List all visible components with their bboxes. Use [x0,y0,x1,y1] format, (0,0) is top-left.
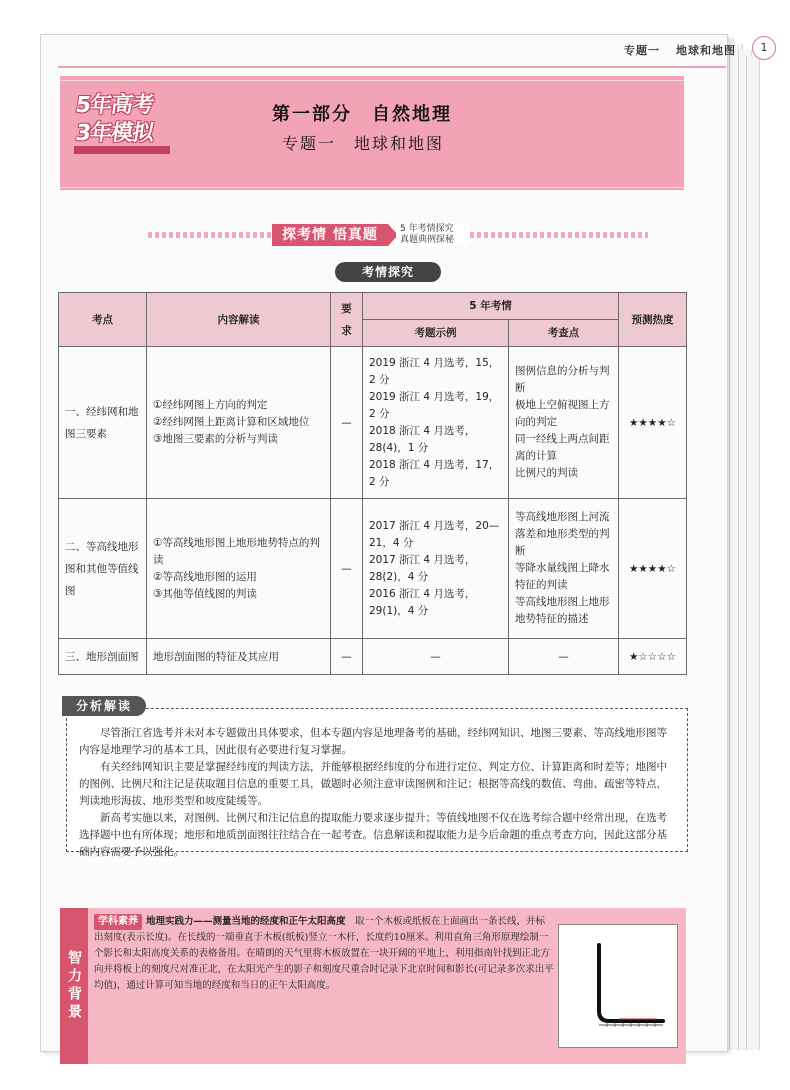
subsection-tag: 考情探究 [335,262,441,282]
shadow-board-illustration [559,925,677,1047]
neirong-item: ②等高线地形图的运用 [153,570,257,583]
row-heat: ★☆☆☆☆ [619,639,687,675]
row-kaodian: 三、地形剖面图 [59,639,147,675]
header-check: 考查点 [509,320,619,347]
row-checks [509,347,619,499]
logo-line2: 3年模拟 [73,121,155,146]
row-examples: — [363,639,509,675]
example-item: 2019 浙江 4 月选考，19，2 分 [369,390,500,420]
running-head-section: 专题一 [624,44,660,57]
background-side-label: 智力背景 [60,908,88,1064]
section-tag: 探考情 悟真题 [272,224,388,246]
example-item: 2018 浙江 4 月选考，17，2 分 [369,458,500,488]
check-item: 极地上空俯视图上方向的判定 [515,399,610,428]
row-yaoqiu: — [331,499,363,639]
neirong-item: ③地图三要素的分析与判读 [153,433,278,445]
table-row [59,639,687,675]
background-title: 地理实践力——测量当地的经度和正午太阳高度 [146,916,346,927]
row-neirong: 地形剖面图的特征及其应用 [147,639,331,675]
background-body: 取一个木板或纸板在上面画出一条长线，并标出刻度(表示长度)。在长线的一端垂直于木板(纸板)竖立一木杆，长度约10厘米。利用直角三角形原理绘制一个影长和太阳高度关系的表格备用。在晴朗的天气里将木板放置在一块开阔的平地上，利用指南针找到正北方向并将板上的刻度尺对准正北，在太阳光产生的影子和刻度尺重合时记录下北京时间和影长(可记录多次求出平均值)，通过计算可知当地的经度和当日的正午太阳高度。 [94,916,554,991]
analysis-box [66,708,688,858]
section-subtitle-line1: 5 年考情探究 [400,224,454,234]
row-yaoqiu: — [331,347,363,499]
background-content [94,914,554,1058]
example-item: 2017 浙江 4 月选考，20—21，4 分 [369,519,500,549]
example-item: 2018 浙江 4 月选考，28(4)，1 分 [369,424,476,454]
header-neirong: 内容解读 [147,293,331,347]
logo-stripe [74,146,170,154]
page-number: 1 [752,36,776,60]
check-item: 等降水量线图上降水特征的判读 [515,562,610,591]
topic-title: 专题一 地球和地图 [282,134,445,153]
row-kaodian: 一、经纬网和地图三要素 [59,347,147,499]
table-row [59,499,687,639]
background-tag: 学科素养 [94,914,142,930]
neirong-item: ③其他等值线图的判读 [153,587,257,600]
header-yaoqiu: 要求 [331,293,363,347]
header-five-years: 5 年考情 [363,293,619,320]
section-subtitle-line2: 真题典例探秘 [400,235,455,245]
row-yaoqiu: — [331,639,363,675]
neirong-item: ①经纬网图上方向的判定 [153,399,268,411]
analysis-paragraph: 尽管浙江省选考并未对本专题做出具体要求，但本专题内容是地理备考的基础，经纬网知识、地图三要素、等高线地形图等内容是地理学习的基本工具，因此很有必要进行复习掌握。 [79,727,667,756]
brand-logo [70,84,174,150]
logo-line1: 5年高考 [73,93,155,118]
check-item: 比例尺的判读 [515,467,578,479]
exam-analysis-table [58,292,687,675]
row-examples [363,499,509,639]
check-item: 图例信息的分析与判断 [515,365,610,394]
check-item: 同一经线上两点间距离的计算 [515,433,610,462]
row-neirong [147,499,331,639]
background-text [94,914,554,994]
row-kaodian: 二、等高线地形图和其他等值线图 [59,499,147,639]
part-title: 第一部分 自然地理 [272,104,452,125]
running-head [624,42,736,58]
analysis-paragraph: 有关经纬网知识主要是掌握经纬度的判读方法，并能够根据经纬度的分布进行定位、判定方位、计算距离和时差等；地图中的图例、比例尺和注记是获取题目信息的重要工具，做题时必须注意审读图例和注记；根据等高线的数值、弯曲、疏密等特点，判读地形海拔、地形类型和坡度陡缓等。 [79,761,667,807]
example-item: 2017 浙江 4 月选考，28(2)，4 分 [369,553,476,583]
running-head-topic: 地球和地图 [676,44,736,57]
example-item: 2019 浙江 4 月选考，15，2 分 [369,356,500,386]
header-rule [58,66,726,68]
page-stack-edge [746,56,760,1050]
header-kaodian: 考点 [59,293,147,347]
table-row [59,347,687,499]
neirong-item: ①等高线地形图上地形地势特点的判读 [153,536,320,566]
check-item: 等高线地形图上河流落差和地形类型的判断 [515,511,610,557]
row-heat: ★★★★☆ [619,499,687,639]
row-examples [363,347,509,499]
row-checks [509,499,619,639]
row-heat: ★★★★☆ [619,347,687,499]
example-item: 2016 浙江 4 月选考，29(1)，4 分 [369,587,476,617]
section-subtitle [396,224,470,246]
neirong-item: ②经纬网图上距离计算和区域地位 [153,416,310,428]
analysis-label: 分析解读 [62,696,146,716]
header-example: 考题示例 [363,320,509,347]
analysis-paragraph: 新高考实施以来，对图例、比例尺和注记信息的提取能力要求逐步提升；等值线地图不仅在选考综合题中经常出现，在选考选择题中也有所体现；地形和地质剖面图往往结合在一起考查。信息解读和提取能力是今后命题的重点考查方向，因此这部分基础内容需要予以强化。 [79,812,667,858]
row-neirong [147,347,331,499]
check-item: 等高线地形图上地形地势特征的描述 [515,596,610,625]
shadow-board-figure [558,924,678,1048]
row-checks: — [509,639,619,675]
header-heat: 预测热度 [619,293,687,347]
